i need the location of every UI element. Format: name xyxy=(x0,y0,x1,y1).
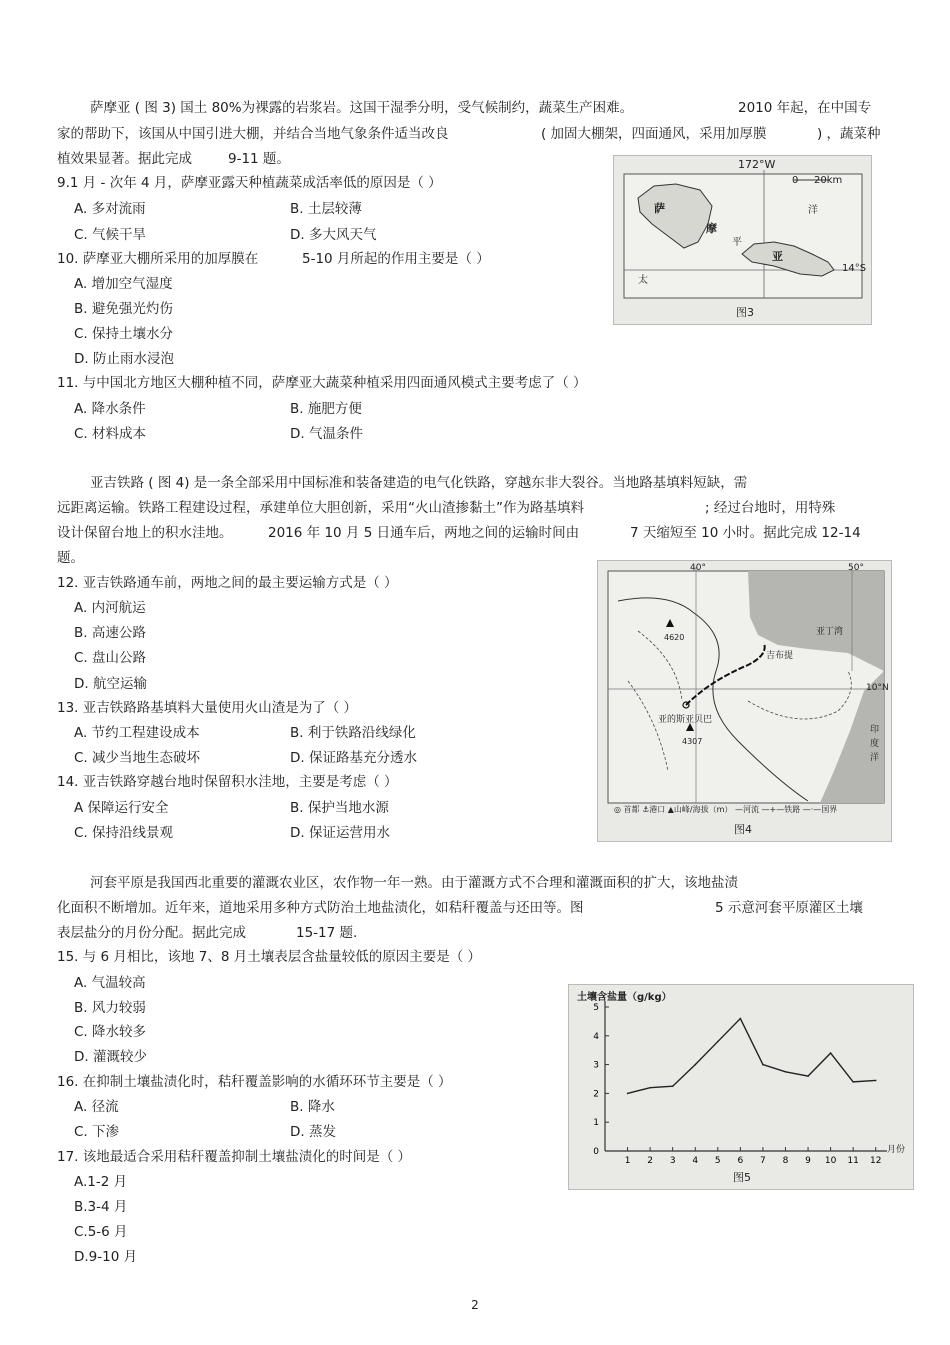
salt-series-line xyxy=(628,1019,876,1094)
x-tick-label: 4 xyxy=(692,1156,699,1166)
data-point xyxy=(649,1087,651,1089)
x-tick-label: 1 xyxy=(624,1156,631,1166)
x-tick-label: 10 xyxy=(824,1156,837,1166)
fig3-label-sa: 萨 xyxy=(654,202,665,215)
q15-option-b[interactable]: B. 风力较弱 xyxy=(74,1000,146,1016)
fig4-capital: 亚的斯亚贝巴 xyxy=(658,715,713,725)
q15-stem: 15. 与 6 月相比，该地 7、8 月土壤表层含盐量较低的原因主要是（ ） xyxy=(57,949,481,965)
fig3-longitude: 172°W xyxy=(738,158,776,171)
q13-option-a[interactable]: A. 节约工程建设成本 xyxy=(74,725,200,741)
q10-option-a[interactable]: A. 增加空气湿度 xyxy=(74,276,173,292)
q16-option-a[interactable]: A. 径流 xyxy=(74,1099,119,1115)
q9-option-a[interactable]: A. 多对流雨 xyxy=(74,201,146,217)
q14-option-b[interactable]: B. 保护当地水源 xyxy=(290,800,389,816)
chart-ylabel: 土壤含盐量（g/kg） xyxy=(577,992,672,1003)
figure-4-map xyxy=(597,560,892,842)
s2-intro-3: ; 经过台地时，用特殊 xyxy=(705,500,836,516)
q13-option-d[interactable]: D. 保证路基充分透水 xyxy=(290,750,417,766)
q14-option-c[interactable]: C. 保持沿线景观 xyxy=(74,825,174,841)
fig4-lat: 10°N xyxy=(866,683,889,693)
fig3-latitude: 14°S xyxy=(842,263,867,274)
q15-option-a[interactable]: A. 气温较高 xyxy=(74,975,146,991)
fig4-lon-40: 40° xyxy=(690,563,706,573)
q11-stem: 11. 与中国北方地区大棚种植不同，萨摩亚大蔬菜种植采用四面通风模式主要考虑了（ ） xyxy=(57,375,587,391)
salt-chart-svg xyxy=(569,985,913,1189)
data-point xyxy=(627,1093,629,1095)
q15-option-d[interactable]: D. 灌溉较少 xyxy=(74,1049,147,1065)
fig4-caption: 图4 xyxy=(734,823,752,836)
fig3-caption: 图3 xyxy=(736,306,754,319)
q13-option-c[interactable]: C. 减少当地生态破坏 xyxy=(74,750,201,766)
fig4-port: 吉布提 xyxy=(766,651,794,661)
fig3-scale: 20km xyxy=(814,175,843,186)
y-tick-label: 1 xyxy=(593,1118,599,1129)
fig4-peak-2: 4307 xyxy=(682,737,703,746)
q12-stem: 12. 亚吉铁路通车前，两地之间的最主要运输方式是（ ） xyxy=(57,575,398,591)
s2-intro-5: 2016 年 10 月 5 日通车后，两地之间的运输时间由 xyxy=(268,525,580,541)
s2-intro-2: 远距离运输。铁路工程建设过程，承建单位大胆创新，采用“火山渣掺黏土”作为路基填料 xyxy=(57,500,584,516)
q11-option-a[interactable]: A. 降水条件 xyxy=(74,401,146,417)
s2-intro-6: 7 天缩短至 10 小时。据此完成 12-14 xyxy=(630,525,861,541)
q15-option-c[interactable]: C. 降水较多 xyxy=(74,1024,147,1040)
s2-intro-1: 亚吉铁路 ( 图 4) 是一条全部采用中国标准和装备建造的电气化铁路，穿越东非大裂谷。当地路基填料短缺，需 xyxy=(90,475,748,491)
fig4-ocean-2: 度 xyxy=(870,739,880,749)
data-point xyxy=(807,1075,809,1077)
q17-option-b[interactable]: B.3-4 月 xyxy=(74,1199,128,1215)
q9-stem: 9.1 月 - 次年 4 月，萨摩亚露天种植蔬菜成活率低的原因是（ ） xyxy=(57,175,442,191)
q12-option-d[interactable]: D. 航空运输 xyxy=(74,676,147,692)
x-tick-label: 7 xyxy=(760,1156,766,1166)
q10-option-b[interactable]: B. 避免强光灼伤 xyxy=(74,301,173,317)
chart-caption: 图5 xyxy=(733,1171,751,1184)
data-point xyxy=(717,1041,719,1043)
s1-intro-7: 9-11 题。 xyxy=(228,151,290,167)
s3-intro-3: 5 示意河套平原灌区土壤 xyxy=(715,900,863,916)
q12-option-b[interactable]: B. 高速公路 xyxy=(74,625,146,641)
fig4-ocean-3: 洋 xyxy=(870,753,880,763)
fig3-label-ya: 亚 xyxy=(772,250,783,263)
q16-option-b[interactable]: B. 降水 xyxy=(290,1099,335,1115)
q17-option-d[interactable]: D.9-10 月 xyxy=(74,1249,138,1265)
q16-option-d[interactable]: D. 蒸发 xyxy=(290,1124,336,1140)
figure-5-chart xyxy=(568,984,914,1190)
data-point xyxy=(830,1052,832,1054)
s3-intro-2: 化面积不断增加。近年来，道地采用多种方式防治土地盐渍化，如秸秆覆盖与还田等。图 xyxy=(57,900,584,916)
q16-option-c[interactable]: C. 下渗 xyxy=(74,1124,120,1140)
q11-option-b[interactable]: B. 施肥方便 xyxy=(290,401,362,417)
q16-stem: 16. 在抑制土壤盐渍化时，秸秆覆盖影响的水循环环节主要是（ ） xyxy=(57,1074,452,1090)
s2-intro-4: 设计保留台地上的积水洼地。 xyxy=(57,525,233,541)
figure-3-map xyxy=(613,155,872,325)
s3-intro-4: 表层盐分的月份分配。据此完成 xyxy=(57,925,246,941)
fig4-legend: ◎ 首都 ⚓港口 ▲山峰/海拔（m） —河流 —+—铁路 —·—国界 xyxy=(614,805,838,814)
data-point xyxy=(672,1085,674,1087)
q10-stem-a: 10. 萨摩亚大棚所采用的加厚膜在 xyxy=(57,251,259,267)
q11-option-c[interactable]: C. 材料成本 xyxy=(74,426,147,442)
s1-intro-3: 家的帮助下，该国从中国引进大棚，并结合当地气象条件适当改良 xyxy=(57,126,449,142)
fig4-lon-50: 50° xyxy=(848,563,864,573)
x-tick-label: 8 xyxy=(782,1156,789,1166)
y-tick-label: 2 xyxy=(593,1089,599,1100)
q14-option-d[interactable]: D. 保证运营用水 xyxy=(290,825,390,841)
y-tick-label: 0 xyxy=(593,1147,599,1157)
data-point xyxy=(785,1071,787,1073)
q14-option-a[interactable]: A 保障运行安全 xyxy=(74,800,169,816)
data-point xyxy=(762,1064,764,1066)
q17-option-c[interactable]: C.5-6 月 xyxy=(74,1224,128,1240)
s1-intro-2: 2010 年起，在中国专 xyxy=(738,100,872,116)
page-number: 2 xyxy=(471,1298,479,1312)
s1-intro-4: ( 加固大棚架，四面通风，采用加厚膜 xyxy=(541,126,767,142)
q9-option-c[interactable]: C. 气候干旱 xyxy=(74,227,147,243)
q9-option-b[interactable]: B. 土层较薄 xyxy=(290,201,362,217)
q13-option-b[interactable]: B. 利于铁路沿线绿化 xyxy=(290,725,416,741)
fig3-label-yang: 洋 xyxy=(808,205,818,216)
s1-intro-5: ) ，蔬菜种 xyxy=(817,126,881,142)
q10-option-d[interactable]: D. 防止雨水浸泡 xyxy=(74,351,174,367)
q9-option-d[interactable]: D. 多大风天气 xyxy=(290,227,377,243)
x-tick-label: 6 xyxy=(737,1156,744,1166)
fig3-label-tai: 太 xyxy=(638,275,648,286)
q10-stem-b: 5-10 月所起的作用主要是（ ） xyxy=(302,251,490,267)
s3-intro-5: 15-17 题. xyxy=(296,925,358,941)
fig3-label-mo: 摩 xyxy=(706,222,717,235)
x-tick-label: 5 xyxy=(714,1156,721,1166)
fig3-scale-zero: 0 xyxy=(792,175,799,186)
s3-intro-1: 河套平原是我国西北重要的灌溉农业区，农作物一年一熟。由于灌溉方式不合理和灌溉面积的扩大，该地盐渍 xyxy=(90,875,738,891)
q12-option-c[interactable]: C. 盘山公路 xyxy=(74,650,147,666)
y-tick-label: 4 xyxy=(593,1031,599,1042)
y-tick-label: 3 xyxy=(593,1060,599,1071)
q12-option-a[interactable]: A. 内河航运 xyxy=(74,600,146,616)
x-tick-label: 3 xyxy=(669,1156,676,1166)
data-point xyxy=(740,1018,742,1020)
y-tick-label: 5 xyxy=(593,1003,599,1013)
fig4-gulf: 亚丁湾 xyxy=(816,627,844,637)
q10-option-c[interactable]: C. 保持土壤水分 xyxy=(74,326,174,342)
q13-stem: 13. 亚吉铁路路基填料大量使用火山渣是为了（ ） xyxy=(57,700,358,716)
q14-stem: 14. 亚吉铁路穿越台地时保留积水洼地，主要是考虑（ ） xyxy=(57,774,398,790)
s2-intro-7: 题。 xyxy=(57,550,84,566)
fig4-peak-1: 4620 xyxy=(664,633,685,642)
data-point xyxy=(852,1081,854,1083)
s1-intro-1: 萨摩亚 ( 图 3) 国土 80%为裸露的岩浆岩。这国干湿季分明，受气候制约，蔬菜生产困难。 xyxy=(90,100,634,116)
q17-stem: 17. 该地最适合采用秸秆覆盖抑制土壤盐渍化的时间是（ ） xyxy=(57,1149,412,1165)
x-tick-label: 2 xyxy=(647,1156,653,1166)
fig3-label-ping: 平 xyxy=(732,237,742,248)
x-tick-label: 9 xyxy=(805,1156,811,1166)
x-tick-label: 12 xyxy=(869,1156,882,1166)
x-tick-label: 11 xyxy=(847,1156,859,1166)
data-point xyxy=(875,1080,877,1082)
q17-option-a[interactable]: A.1-2 月 xyxy=(74,1174,128,1190)
q11-option-d[interactable]: D. 气温条件 xyxy=(290,426,363,442)
fig4-ocean-1: 印 xyxy=(870,725,880,735)
chart-xlabel: 月份 xyxy=(887,1145,906,1155)
s1-intro-6: 植效果显著。据此完成 xyxy=(57,151,192,167)
data-point xyxy=(694,1064,696,1066)
